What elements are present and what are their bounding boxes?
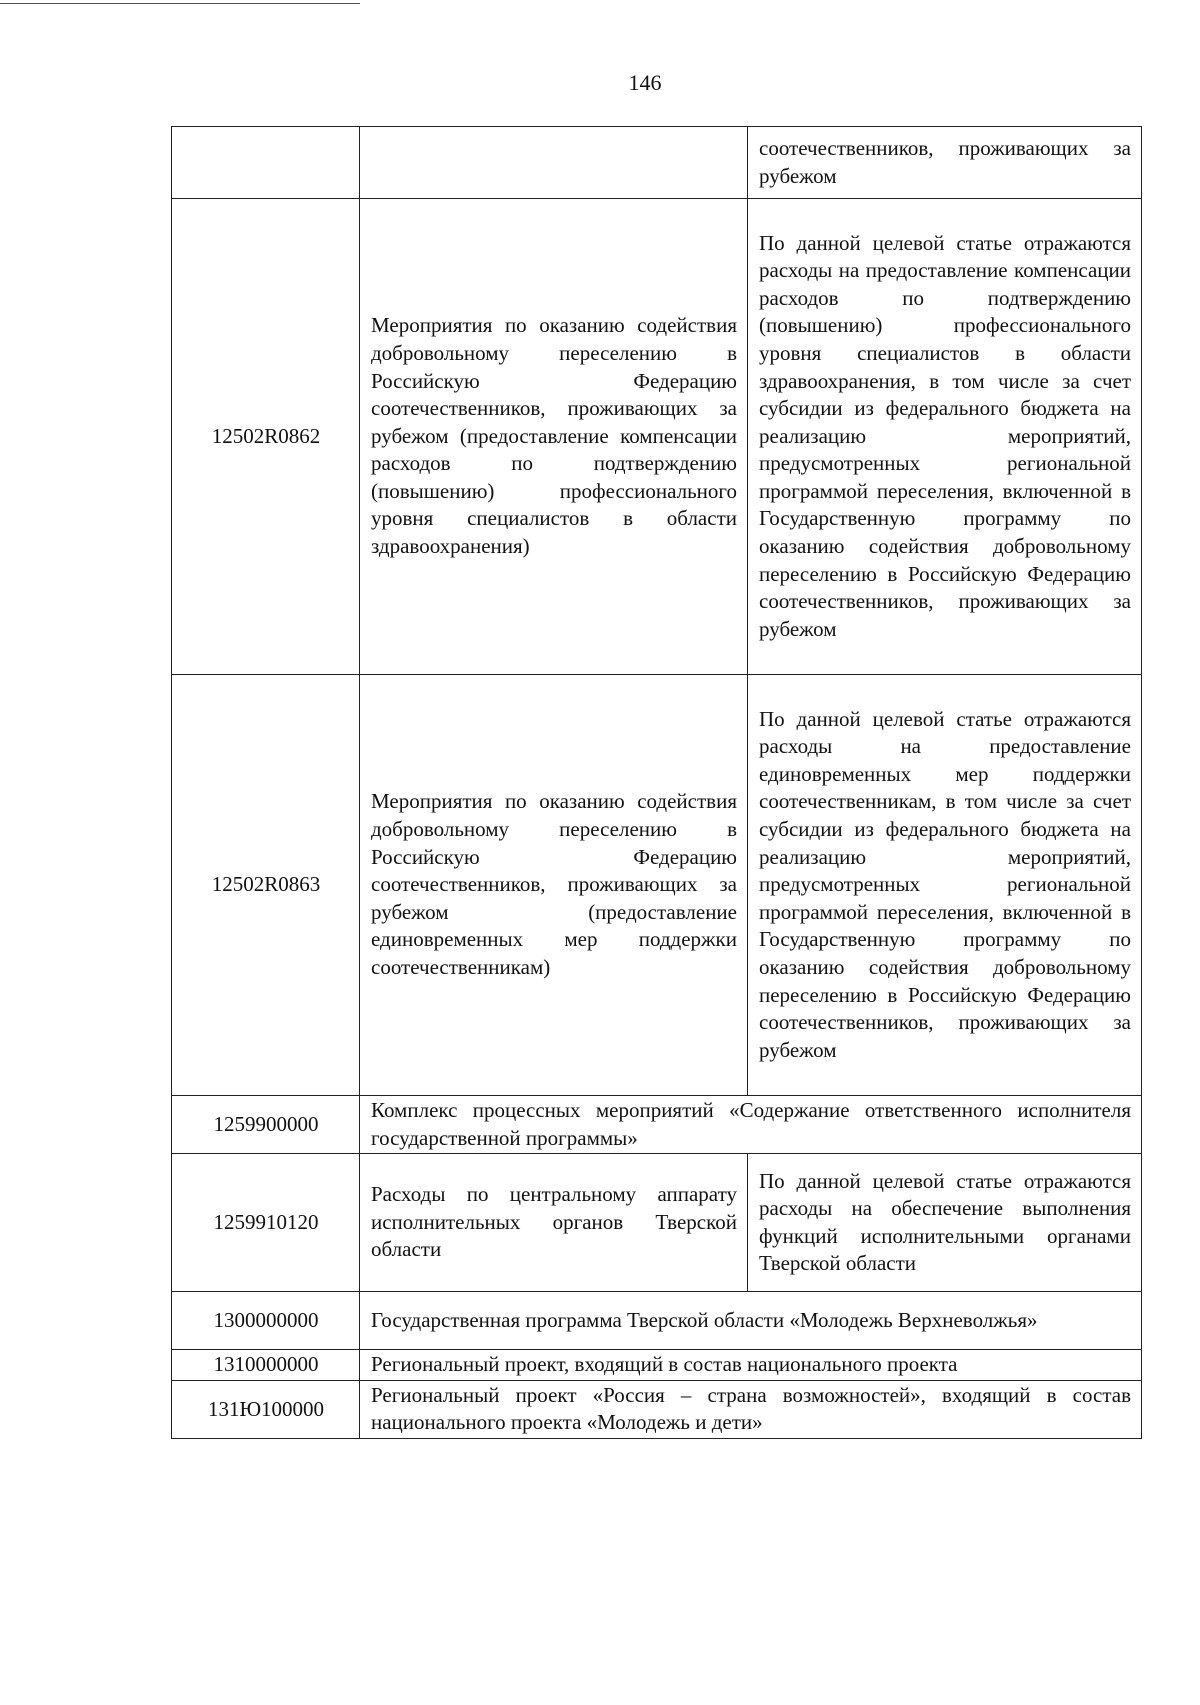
row-name: Мероприятия по оказанию содействия добровольному переселению в Российскую Федерацию соотечественников, проживающих за рубежом (предоставление единовременных мер поддержки соотечественникам) bbox=[360, 675, 748, 1096]
table-row bbox=[172, 1292, 1142, 1350]
row-merged-title: Региональный проект «Россия – страна возможностей», входящий в состав национального проекта «Молодежь и дети» bbox=[360, 1380, 1142, 1438]
budget-classification-table bbox=[171, 126, 1142, 1439]
row-code: 1310000000 bbox=[172, 1350, 360, 1381]
row-name: Расходы по центральному аппарату исполнительных органов Тверской области bbox=[360, 1154, 748, 1292]
table-row bbox=[172, 1096, 1142, 1154]
row-name bbox=[360, 127, 748, 199]
table-row bbox=[172, 127, 1142, 199]
row-merged-title: Региональный проект, входящий в состав национального проекта bbox=[360, 1350, 1142, 1381]
row-description: По данной целевой статье отражаются расходы на предоставление единовременных мер поддержки соотечественникам, в том числе за счет субсидии из федерального бюджета на реализацию мероприятий, предусмотренных региональной программой переселения, включенной в Государственную программу по оказанию содействия добровольному переселению в Российскую Федерацию соотечественников, проживающих за рубежом bbox=[748, 675, 1142, 1096]
top-edge-rule bbox=[0, 3, 360, 4]
row-name: Мероприятия по оказанию содействия добровольному переселению в Российскую Федерацию соотечественников, проживающих за рубежом (предоставление компенсации расходов по подтверждению (повышению) профессионального уровня специалистов в области здравоохранения) bbox=[360, 199, 748, 675]
row-merged-title: Комплекс процессных мероприятий «Содержание ответственного исполнителя государственной программы» bbox=[360, 1096, 1142, 1154]
row-description: соотечественников, проживающих за рубежом bbox=[748, 127, 1142, 199]
table-row bbox=[172, 675, 1142, 1096]
row-code: 12502R0862 bbox=[172, 199, 360, 675]
row-code bbox=[172, 127, 360, 199]
row-code: 12502R0863 bbox=[172, 675, 360, 1096]
table-row bbox=[172, 1154, 1142, 1292]
row-code: 1300000000 bbox=[172, 1292, 360, 1350]
page-number: 146 bbox=[628, 70, 662, 95]
table-row bbox=[172, 1350, 1142, 1381]
row-code: 131Ю100000 bbox=[172, 1380, 360, 1438]
row-code: 1259910120 bbox=[172, 1154, 360, 1292]
table-row bbox=[172, 1380, 1142, 1438]
row-description: По данной целевой статье отражаются расходы на предоставление компенсации расходов по подтверждению (повышению) профессионального уровня специалистов в области здравоохранения, в том числе за счет субсидии из федерального бюджета на реализацию мероприятий, предусмотренных региональной программой переселения, включенной в Государственную программу по оказанию содействия добровольному переселению в Российскую Федерацию соотечественников, проживающих за рубежом bbox=[748, 199, 1142, 675]
row-merged-title: Государственная программа Тверской области «Молодежь Верхневолжья» bbox=[360, 1292, 1142, 1350]
row-code: 1259900000 bbox=[172, 1096, 360, 1154]
row-description: По данной целевой статье отражаются расходы на обеспечение выполнения функций исполнительными органами Тверской области bbox=[748, 1154, 1142, 1292]
table-row bbox=[172, 199, 1142, 675]
